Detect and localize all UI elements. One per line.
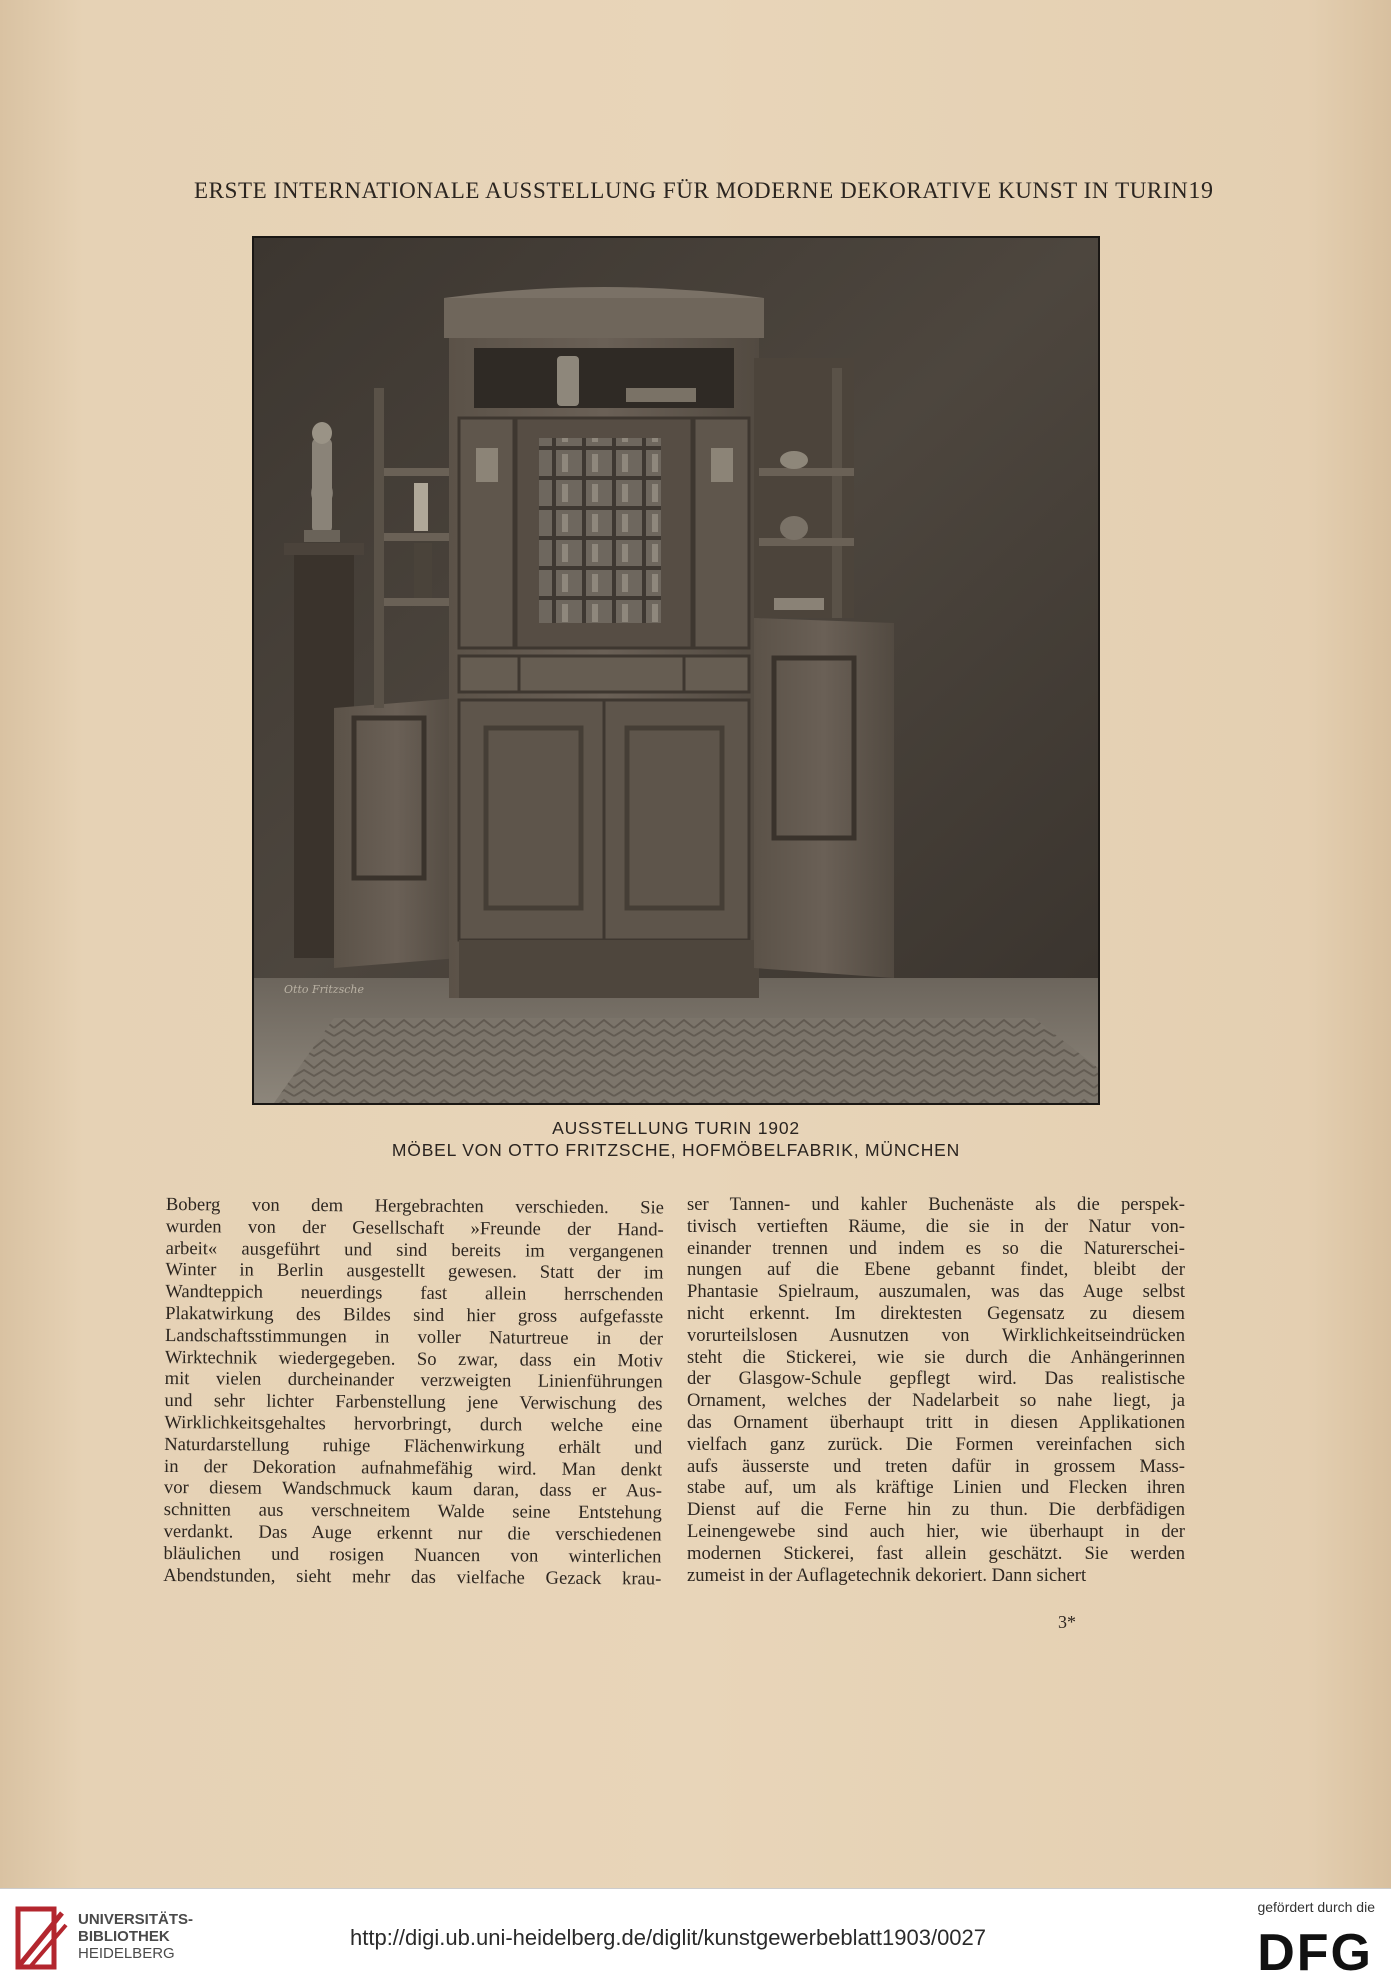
cabinet-cornice [444, 298, 764, 338]
right-text-column [687, 1194, 1185, 1586]
text-line: Wirklichkeitsgehaltes hervorbringt, durch welche eine [164, 1411, 663, 1437]
cabinet-photograph [254, 238, 1098, 1103]
text-line: arbeit« ausgeführt und sind bereits im vergangenen [165, 1237, 664, 1263]
text-line: ser Tannen- und kahler Buchenäste als die perspek- [687, 1194, 1185, 1215]
permalink[interactable]: http://digi.ub.uni-heidelberg.de/diglit/kunstgewerbeblatt1903/0027 [350, 1925, 987, 1950]
institution-line: UNIVERSITÄTS- [78, 1911, 194, 1928]
pewter-jug [557, 356, 579, 406]
text-line: nungen auf die Ebene gebannt findet, bleibt der [687, 1259, 1185, 1281]
text-line: tivisch vertieften Räume, die sie in der Natur von- [687, 1215, 1185, 1237]
text-line: zumeist in der Auflagetechnik dekoriert. Dann sichert [687, 1564, 1087, 1586]
institution-name [78, 1911, 193, 1962]
caption-line-2: MÖBEL VON OTTO FRITZSCHE, HOFMÖBELFABRIK, MÜNCHEN [391, 1140, 961, 1160]
text-line: schnitten aus verschneitem Walde seine Entstehung [163, 1499, 662, 1524]
text-line: das Ornament überhaupt tritt in diesen Applikationen [687, 1411, 1185, 1433]
text-line: Plakatwirkung des Bildes sind hier gross aufgefasste [165, 1302, 664, 1328]
running-head [194, 178, 1214, 205]
text-line: Leinengewebe sind auch hier, wie überhaupt in der [687, 1520, 1185, 1542]
institution-line: BIBLIOTHEK [78, 1928, 170, 1945]
text-line: Wirktechnik wiedergegeben. So zwar, dass ein Motiv [164, 1346, 663, 1372]
text-line: vor diesem Wandschmuck kaum daran, dass er Aus- [163, 1477, 663, 1502]
text-line: Winter in Berlin ausgestellt gewesen. Statt der im [165, 1259, 664, 1284]
text-line: in der Dekoration aufnahmefähig wird. Man denkt [164, 1455, 663, 1481]
caption-line-1: AUSSTELLUNG TURIN 1902 [552, 1118, 800, 1138]
running-title: ERSTE INTERNATIONALE AUSSTELLUNG FÜR MODERNE DEKORATIVE KUNST IN TURIN [194, 178, 1189, 203]
rug [274, 1018, 1098, 1103]
digitization-footer [0, 1888, 1391, 1987]
text-line: vorurteilslosen Ausnutzen von Wirklichkeitseindrücken [687, 1324, 1185, 1346]
text-line: aufs äusserste und treten dafür in grossem Mass- [687, 1455, 1185, 1477]
dfg-logo: DFG [1257, 1924, 1373, 1982]
text-line: nicht erkennt. Im direktesten Gegensatz zu diesem [687, 1302, 1185, 1324]
page-number: 19 [1188, 178, 1214, 204]
text-line: und sehr lichter Farbenstellung jene Verwischung des [164, 1390, 663, 1415]
text-line: Dienst auf die Ferne hin zu thun. Die derbfädigen [687, 1499, 1185, 1521]
text-line: verdankt. Das Auge erkennt nur die verschiedenen [163, 1520, 662, 1546]
text-line: modernen Stickerei, fast allein geschätzt. Sie werden [687, 1542, 1185, 1564]
artist-signature: Otto Fritzsche [284, 983, 365, 996]
photo-plate [252, 236, 1100, 1105]
books [626, 388, 696, 402]
funded-by-label: gefördert durch die [1257, 1899, 1375, 1915]
text-line: vielfach ganz zurück. Die Formen vereinfachen sich [687, 1433, 1185, 1455]
glazed-door [539, 438, 661, 623]
university-logo-icon [14, 1903, 70, 1975]
small-figurine [414, 483, 428, 531]
text-line: einander trennen und indem es so die Naturerschei- [687, 1237, 1185, 1259]
text-line: Boberg von dem Hergebrachten verschieden. Sie [165, 1194, 664, 1219]
text-line: Landschaftsstimmungen in voller Naturtreue in der [164, 1324, 664, 1350]
text-line: Naturdarstellung ruhige Flächenwirkung erhält und [164, 1433, 663, 1459]
text-line: bläulichen und rosigen Nuancen von winterlichen [163, 1542, 662, 1568]
text-line: wurden von der Gesellschaft »Freunde der Hand- [165, 1215, 664, 1241]
institution-line: HEIDELBERG [78, 1945, 175, 1962]
text-line: Wandteppich neuerdings fast allein herrschenden [165, 1281, 664, 1306]
plate-caption [252, 1117, 1100, 1161]
text-line: mit vielen durcheinander verzweigten Linienführungen [164, 1368, 663, 1393]
text-line: Phantasie Spielraum, auszumalen, was das Auge selbst [687, 1281, 1185, 1303]
drawers [459, 656, 749, 692]
text-line: Ornament, welches der Nadelarbeit so nahe liegt, ja [687, 1390, 1185, 1412]
text-line: Abendstunden, sieht mehr das vielfache Gezack krau- [163, 1564, 662, 1590]
text-line: steht die Stickerei, wie sie durch die Anhängerinnen [687, 1346, 1185, 1368]
text-line: der Glasgow-Schule gepflegt wird. Das realistische [687, 1368, 1185, 1390]
left-text-column [163, 1194, 664, 1590]
text-line: stabe auf, um als kräftige Linien und Flecken ihren [687, 1477, 1185, 1499]
vase [780, 451, 808, 469]
signature-mark: 3* [1058, 1612, 1076, 1632]
